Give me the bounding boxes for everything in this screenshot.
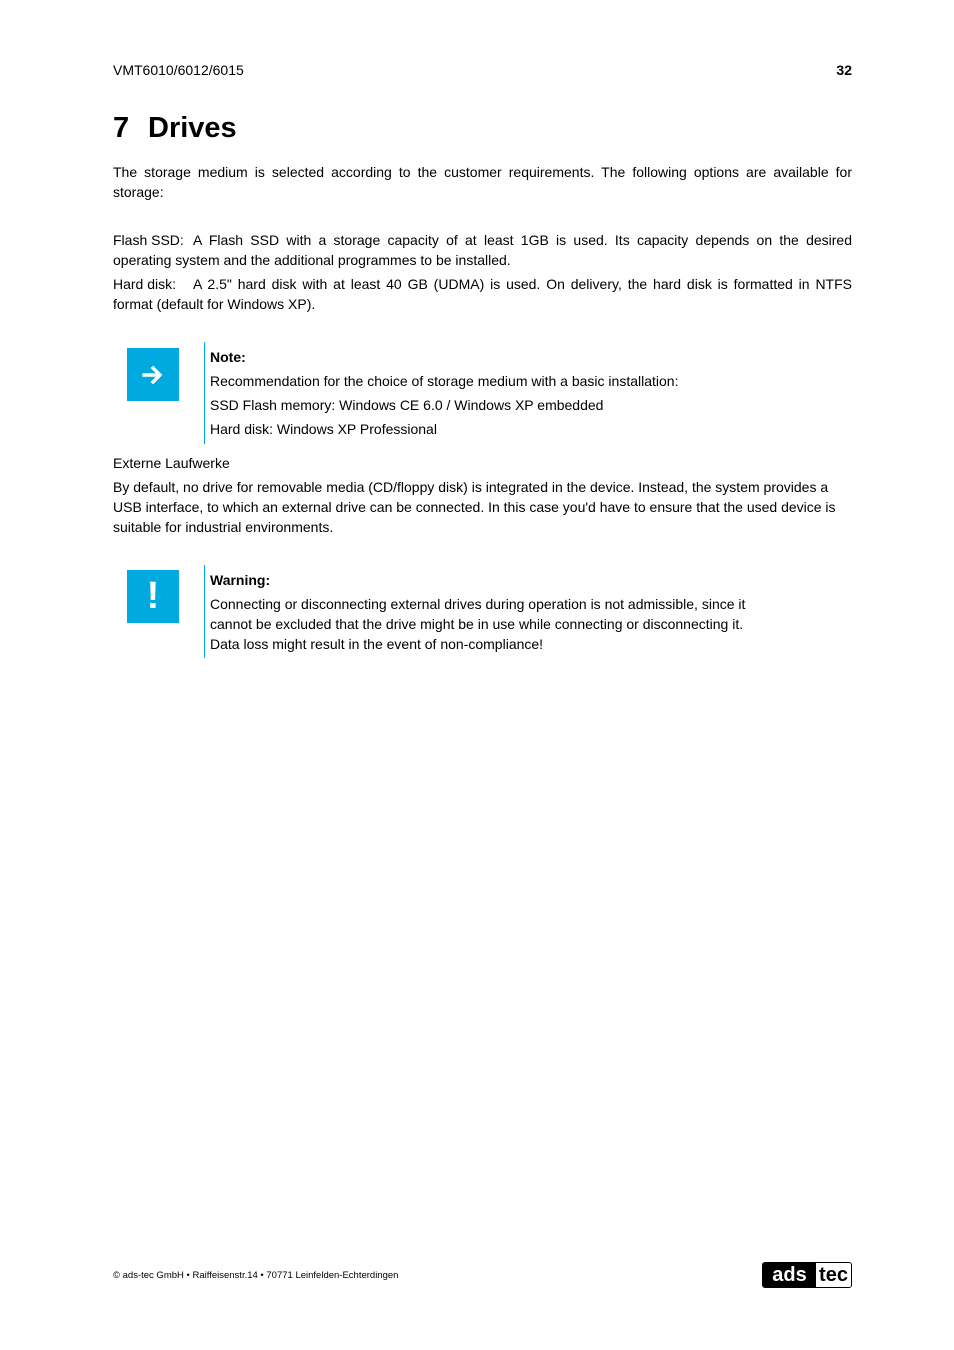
external-heading: Externe Laufwerke xyxy=(113,455,230,471)
note-line: SSD Flash memory: Windows CE 6.0 / Windows XP embedded xyxy=(210,397,604,413)
storage-option-term: Flash SSD: xyxy=(113,232,184,248)
storage-option-flash xyxy=(113,230,852,270)
warning-line: Connecting or disconnecting external drives during operation is not admissible, since it xyxy=(210,596,746,612)
chapter-title: Drives xyxy=(148,112,237,144)
logo-right: tec xyxy=(816,1263,851,1287)
note-title: Note: xyxy=(210,349,246,365)
logo-left: ads xyxy=(763,1263,816,1287)
warning-title: Warning: xyxy=(210,572,271,588)
storage-option-text: A Flash SSD with a storage capacity of at least 1GB is used. Its capacity depends on the desired operating system and the additional programmes to be installed. xyxy=(113,232,852,268)
external-paragraph: By default, no drive for removable media (CD/floppy disk) is integrated in the device. Instead, the system provides a USB interface, to which an external drive can be connected. In this case you'd have to ensure that the used device is suitable for industrial environments. xyxy=(113,479,836,535)
chapter-number: 7 xyxy=(113,112,130,144)
footer-address: © ads-tec GmbH • Raiffeisenstr.14 • 70771 Leinfelden-Echterdingen xyxy=(113,1270,399,1281)
storage-option-text: A 2.5" hard disk with at least 40 GB (UDMA) is used. On delivery, the hard disk is formatted in NTFS format (default for Windows XP). xyxy=(113,276,852,312)
exclamation-icon: ! xyxy=(127,570,179,623)
warning-line: cannot be excluded that the drive might be in use while connecting or disconnecting it. xyxy=(210,616,744,632)
intro-paragraph: The storage medium is selected according to the customer requirements. The following options are available for storage: xyxy=(113,164,852,200)
note-line: Recommendation for the choice of storage medium with a basic installation: xyxy=(210,373,679,389)
storage-option-term: Hard disk: xyxy=(113,276,177,292)
ads-tec-logo xyxy=(762,1262,852,1288)
note-divider xyxy=(204,342,205,444)
chapter-heading xyxy=(113,112,237,145)
note-block xyxy=(210,347,810,439)
arrow-right-icon xyxy=(127,348,179,401)
page-number: 32 xyxy=(836,62,852,78)
storage-option-hdd xyxy=(113,274,852,314)
warning-divider xyxy=(204,565,205,658)
header-product: VMT6010/6012/6015 xyxy=(113,62,244,78)
warning-line: Data loss might result in the event of non-compliance! xyxy=(210,636,544,652)
warning-block xyxy=(210,570,810,654)
note-line: Hard disk: Windows XP Professional xyxy=(210,421,437,437)
